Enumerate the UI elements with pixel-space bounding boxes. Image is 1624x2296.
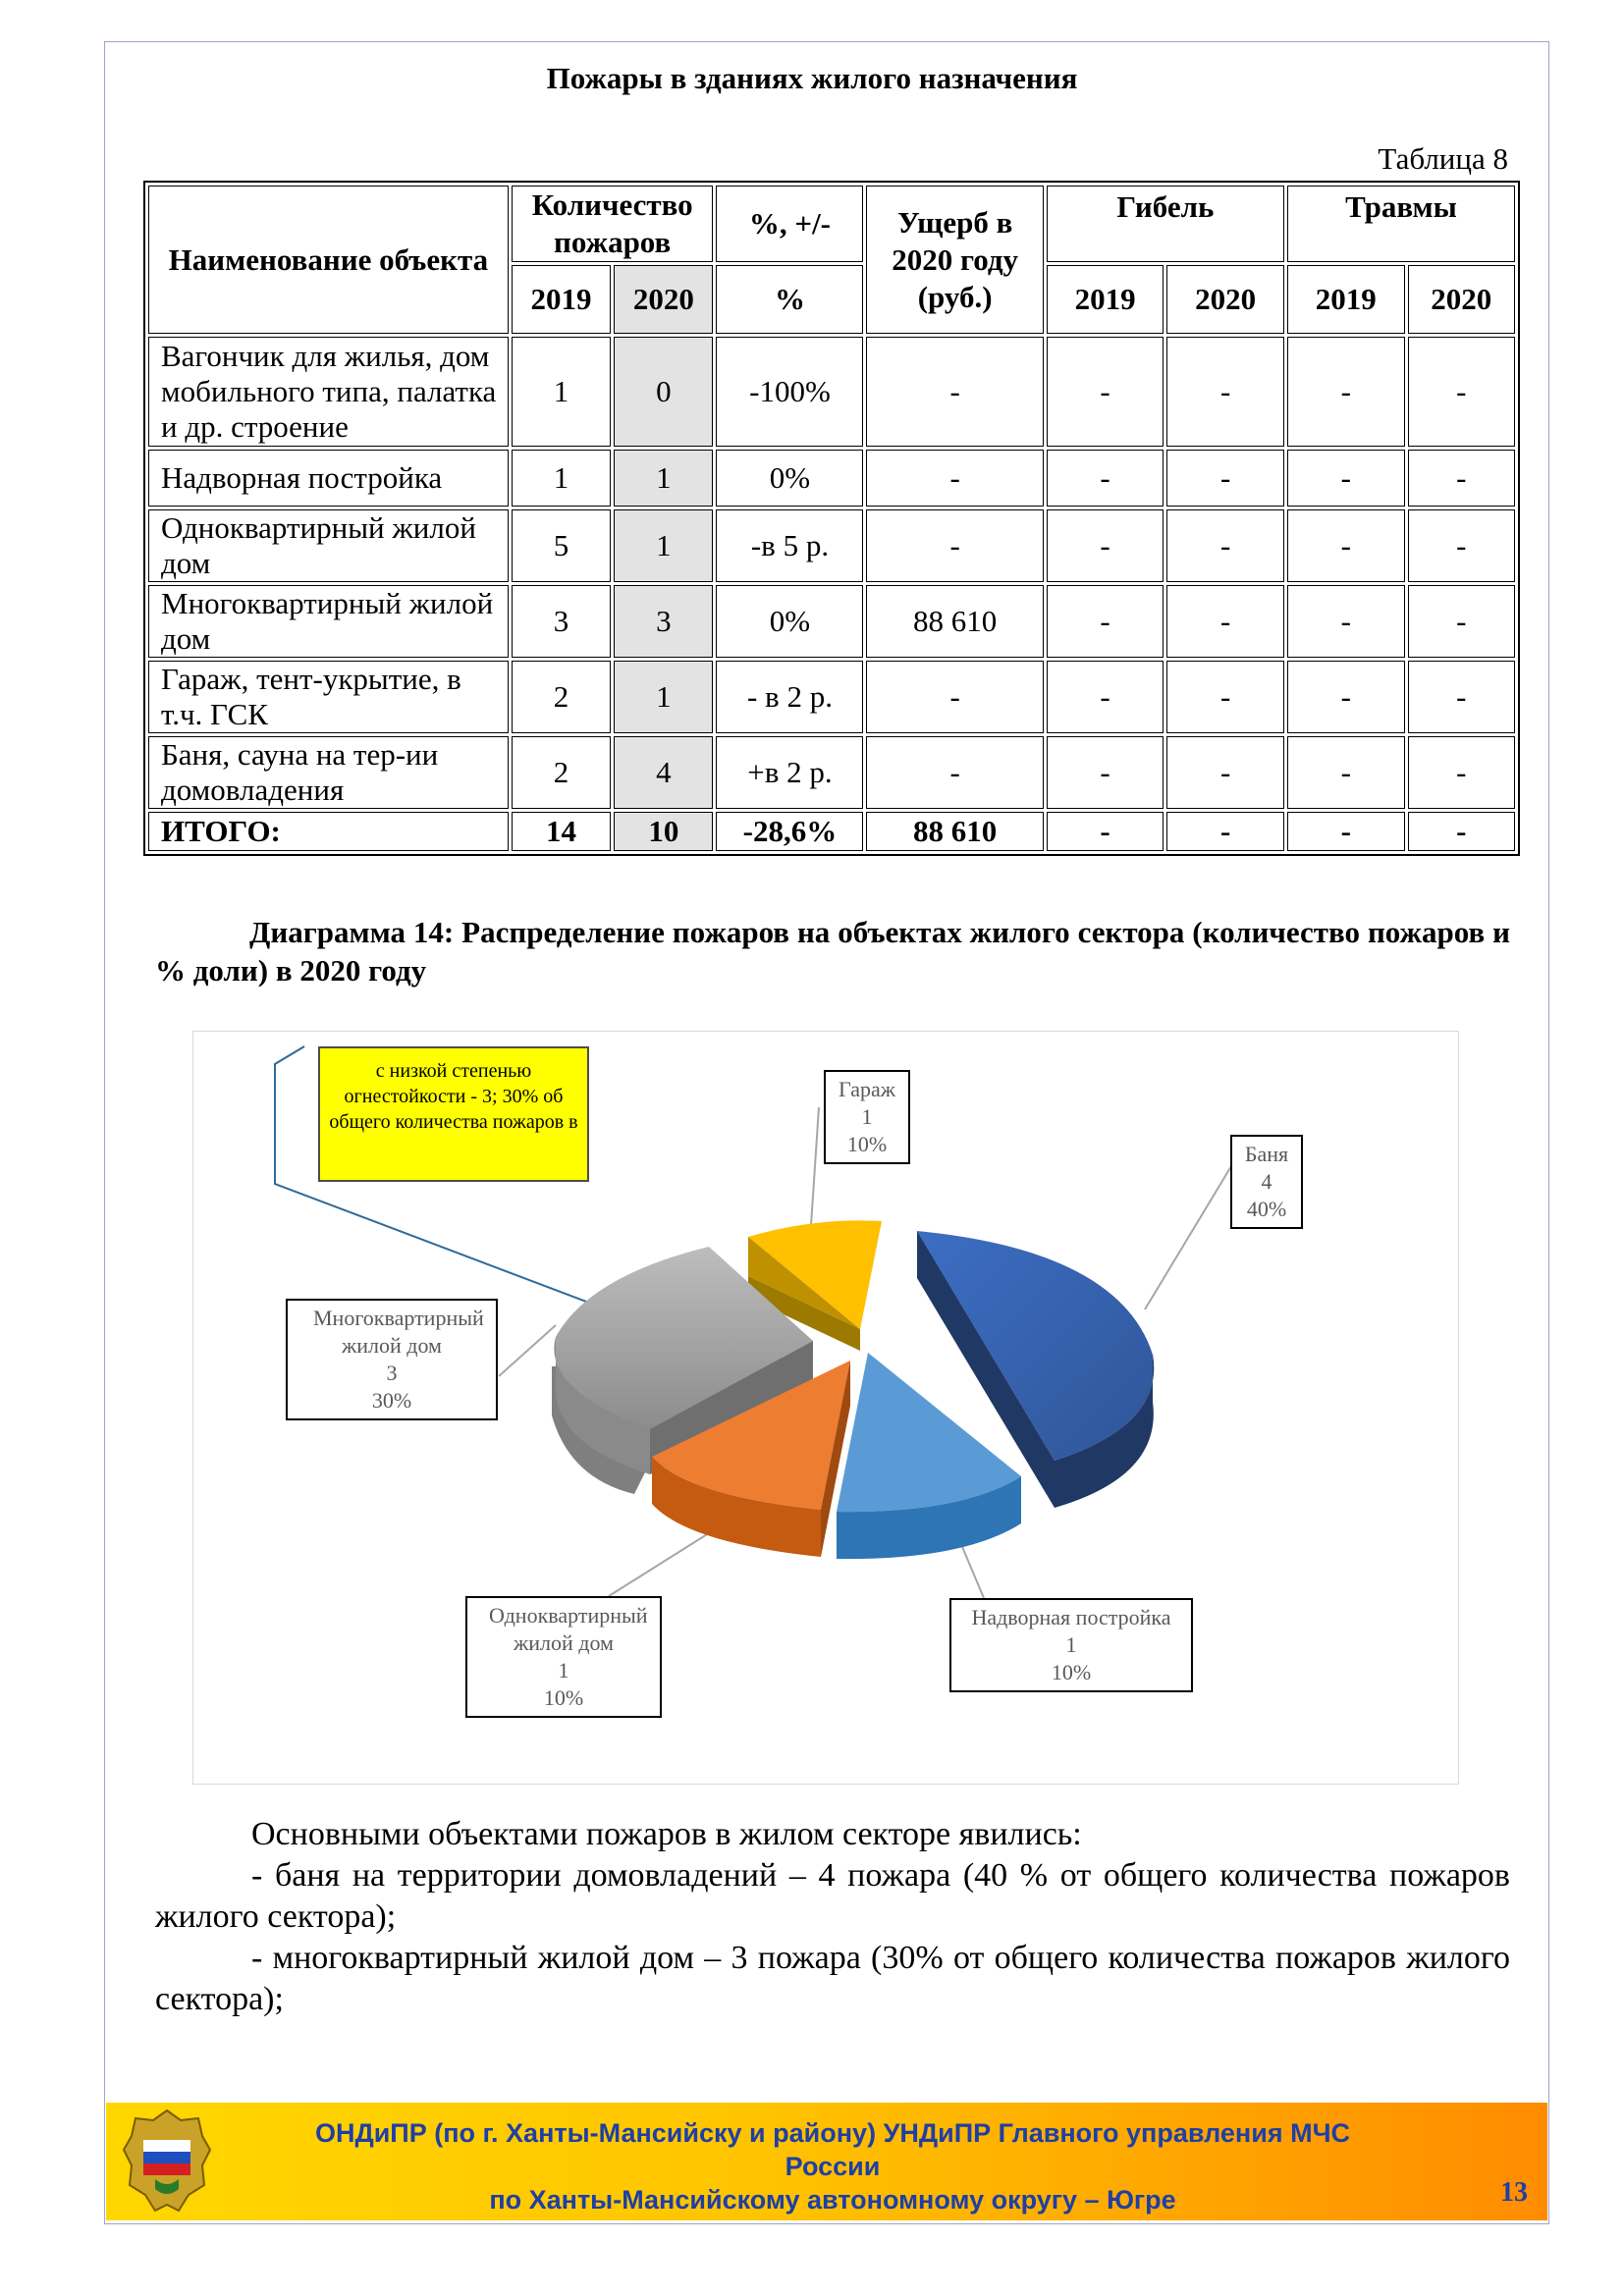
cell-c2020: 1: [614, 509, 713, 582]
header-count-2020: 2020: [614, 265, 713, 334]
cell-i2019: -: [1287, 450, 1405, 507]
cell-i2019: -: [1287, 585, 1405, 658]
cell-d2020: -: [1166, 585, 1284, 658]
cell-damage: -: [866, 337, 1043, 447]
cell-i2020: -: [1408, 450, 1515, 507]
page-footer: [106, 2103, 1547, 2220]
cell-d2019: -: [1047, 450, 1164, 507]
table-number: Таблица 8: [1378, 141, 1508, 176]
cell-i2020: -: [1408, 736, 1515, 809]
cell-c2020: 0: [614, 337, 713, 447]
header-name: Наименование объекта: [148, 186, 509, 334]
header-death-2020: 2020: [1166, 265, 1284, 334]
mchs-emblem-icon: [120, 2107, 214, 2216]
cell-damage: 88 610: [866, 585, 1043, 658]
cell-damage: -: [866, 509, 1043, 582]
cell-c2019: 2: [512, 736, 611, 809]
header-injury-2020: 2020: [1408, 265, 1515, 334]
cell-i2020: -: [1408, 812, 1515, 851]
leader-banya: [1145, 1166, 1231, 1309]
cell-pct: 0%: [716, 450, 863, 507]
cell-d2019: -: [1047, 812, 1164, 851]
cell-i2019: -: [1287, 736, 1405, 809]
chart-callout: с низкой степенью огнестойкости - 3; 30% об общего количества пожаров в: [318, 1046, 589, 1182]
cell-i2020: -: [1408, 585, 1515, 658]
cell-name: Вагончик для жилья, дом мобильного типа, палатка и др. строение: [148, 337, 509, 447]
diagram-caption: Диаграмма 14: Распределение пожаров на объектах жилого сектора (количество пожаров и % доли) в 2020 году: [155, 915, 1510, 988]
cell-pct: - в 2 р.: [716, 661, 863, 733]
cell-d2020: -: [1166, 450, 1284, 507]
cell-d2020: -: [1166, 812, 1284, 851]
cell-i2019: -: [1287, 661, 1405, 733]
header-count-2019: 2019: [512, 265, 611, 334]
label-single: Одноквартирный жилой дом 1 10%: [465, 1596, 662, 1718]
label-multi: Многоквартирный жилой дом 3 30%: [286, 1299, 498, 1420]
cell-c2020: 4: [614, 736, 713, 809]
cell-d2020: -: [1166, 736, 1284, 809]
label-garage: Гараж 1 10%: [824, 1070, 910, 1164]
cell-d2020: -: [1166, 337, 1284, 447]
cell-name: Баня, сауна на тер-ии домовладения: [148, 736, 509, 809]
header-injury: Травмы: [1287, 186, 1515, 262]
cell-pct: +в 2 р.: [716, 736, 863, 809]
cell-d2019: -: [1047, 337, 1164, 447]
cell-c2019: 5: [512, 509, 611, 582]
body-paragraph: - многоквартирный жилой дом – 3 пожара (30% от общего количества пожаров жилого сектора);: [155, 1940, 1510, 2017]
leader-garage: [811, 1107, 819, 1225]
cell-c2019: 3: [512, 585, 611, 658]
page-number: 13: [1500, 2177, 1528, 2208]
label-outbuilding: Надворная постройка 1 10%: [949, 1598, 1193, 1692]
cell-i2020: -: [1408, 509, 1515, 582]
cell-damage: -: [866, 450, 1043, 507]
cell-name: Многоквартирный жилой дом: [148, 585, 509, 658]
body-paragraph: Основными объектами пожаров в жилом секторе явились:: [251, 1816, 1082, 1852]
cell-c2020: 1: [614, 661, 713, 733]
header-damage: Ущерб в 2020 году (руб.): [866, 186, 1043, 334]
header-injury-2019: 2019: [1287, 265, 1405, 334]
cell-pct: -в 5 р.: [716, 509, 863, 582]
cell-pct: -100%: [716, 337, 863, 447]
cell-name: Гараж, тент-укрытие, в т.ч. ГСК: [148, 661, 509, 733]
cell-pct: 0%: [716, 585, 863, 658]
header-pct-sub: %: [716, 265, 863, 334]
cell-d2020: -: [1166, 661, 1284, 733]
cell-damage: 88 610: [866, 812, 1043, 851]
cell-i2020: -: [1408, 337, 1515, 447]
cell-damage: -: [866, 661, 1043, 733]
cell-i2019: -: [1287, 812, 1405, 851]
cell-c2020: 1: [614, 450, 713, 507]
cell-d2019: -: [1047, 661, 1164, 733]
label-banya: Баня 4 40%: [1230, 1135, 1303, 1229]
header-death: Гибель: [1047, 186, 1284, 262]
cell-c2019: 14: [512, 812, 611, 851]
cell-name: Одноквартирный жилой дом: [148, 509, 509, 582]
page-title: Пожары в зданиях жилого назначения: [546, 61, 1078, 95]
cell-d2019: -: [1047, 509, 1164, 582]
cell-c2020: 10: [614, 812, 713, 851]
header-count: Количество пожаров: [512, 186, 714, 262]
cell-c2019: 2: [512, 661, 611, 733]
cell-c2019: 1: [512, 337, 611, 447]
cell-name: Надворная постройка: [148, 450, 509, 507]
cell-d2019: -: [1047, 736, 1164, 809]
footer-text: ОНДиПР (по г. Ханты-Мансийску и району) УНДиПР Главного управления МЧС России по Ханты-Мансийскому автономному округу – Югре: [314, 2118, 1351, 2215]
cell-damage: -: [866, 736, 1043, 809]
cell-c2020: 3: [614, 585, 713, 658]
cell-d2019: -: [1047, 585, 1164, 658]
cell-i2019: -: [1287, 509, 1405, 582]
cell-i2020: -: [1408, 661, 1515, 733]
cell-i2019: -: [1287, 337, 1405, 447]
cell-pct: -28,6%: [716, 812, 863, 851]
cell-c2019: 1: [512, 450, 611, 507]
body-text: [155, 1814, 1510, 2020]
cell-name: ИТОГО:: [148, 812, 509, 851]
header-pct: %, +/-: [716, 186, 863, 262]
body-paragraph: - баня на территории домовладений – 4 пожара (40 % от общего количества пожаров жилого сектора);: [155, 1857, 1510, 1935]
leader-multi: [499, 1325, 556, 1376]
cell-d2020: -: [1166, 509, 1284, 582]
header-death-2019: 2019: [1047, 265, 1164, 334]
